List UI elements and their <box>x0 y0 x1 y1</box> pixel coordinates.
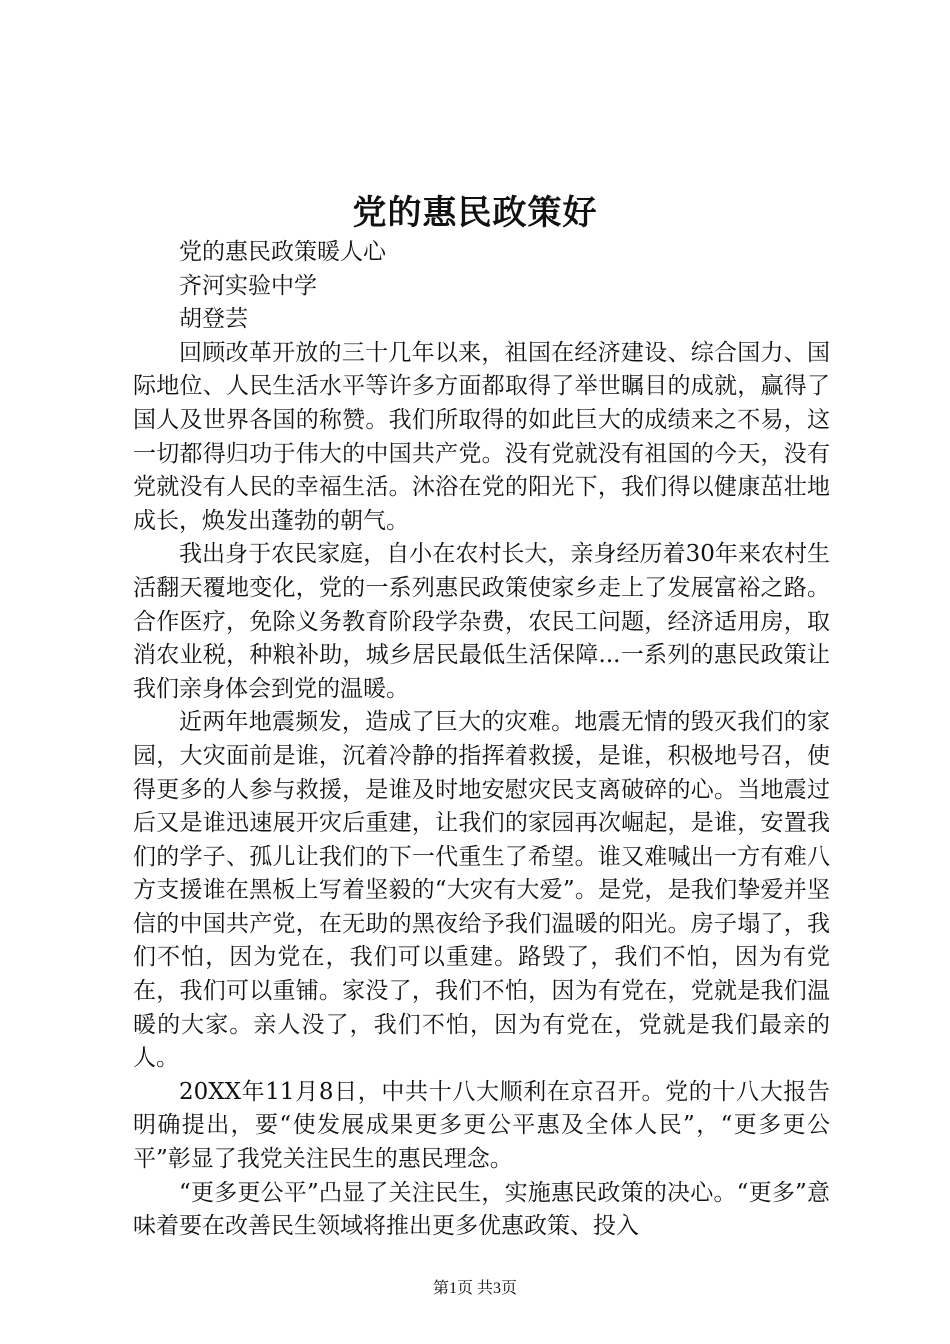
body-paragraph: 近两年地震频发，造成了巨大的灾难。地震无情的毁灭我们的家园，大灾面前是谁，沉着冷静的指挥着救援，是谁，积极地号召，使得更多的人参与救援，是谁及时地安慰灾民支离破碎的心。当地震过后又是谁迅速展开灾后重建，让我们的家园再次崛起，是谁，安置我们的学子、孤儿让我们的下一代重生了希望。谁又难喊出一方有难八方支援谁在黑板上写着坚毅的“大灾有大爱”。是党，是我们挚爱并坚信的中国共产党，在无助的黑夜给予我们温暖的阳光。房子塌了，我们不怕，因为党在，我们可以重建。路毁了，我们不怕，因为有党在，我们可以重铺。家没了，我们不怕，因为有党在，党就是我们温暖的大家。亲人没了，我们不怕，因为有党在，党就是我们最亲的人。 <box>133 709 830 1072</box>
page-number-footer: 第1页 共3页 <box>432 1280 517 1297</box>
body-paragraph: 20XX年11月8日，中共十八大顺利在京召开。党的十八大报告明确提出，要“使发展成果更多更公平惠及全体人民”，“更多更公平”彰显了我党关注民生的惠民理念。 <box>133 1078 830 1173</box>
body-paragraph: 回顾改革开放的三十几年以来，祖国在经济建设、综合国力、国际地位、人民生活水平等许多方面都取得了举世瞩目的成就，赢得了国人及世界各国的称赞。我们所取得的如此巨大的成绩来之不易，这一切都得归功于伟大的中国共产党。没有党就没有祖国的今天，没有党就没有人民的幸福生活。沐浴在党的阳光下，我们得以健康茁壮地成长，焕发出蓬勃的朝气。 <box>133 339 830 534</box>
body-paragraph: “更多更公平”凸显了关注民生，实施惠民政策的决心。“更多”意味着要在改善民生领域将推出更多优惠政策、投入 <box>133 1179 830 1240</box>
document-title: 党的惠民政策好 <box>352 193 598 233</box>
school-line: 齐河实验中学 <box>179 272 317 299</box>
author-line: 胡登芸 <box>179 306 248 333</box>
body-paragraph: 我出身于农民家庭，自小在农村长大，亲身经历着30年来农村生活翻天覆地变化，党的一系列惠民政策使家乡走上了发展富裕之路。合作医疗，免除义务教育阶段学杂费，农民工问题，经济适用房，取消农业税，种粮补助，城乡居民最低生活保障...一系列的惠民政策让我们亲身体会到党的温暖。 <box>133 541 830 702</box>
document-body <box>133 236 830 1244</box>
subtitle-line: 党的惠民政策暖人心 <box>179 239 386 265</box>
